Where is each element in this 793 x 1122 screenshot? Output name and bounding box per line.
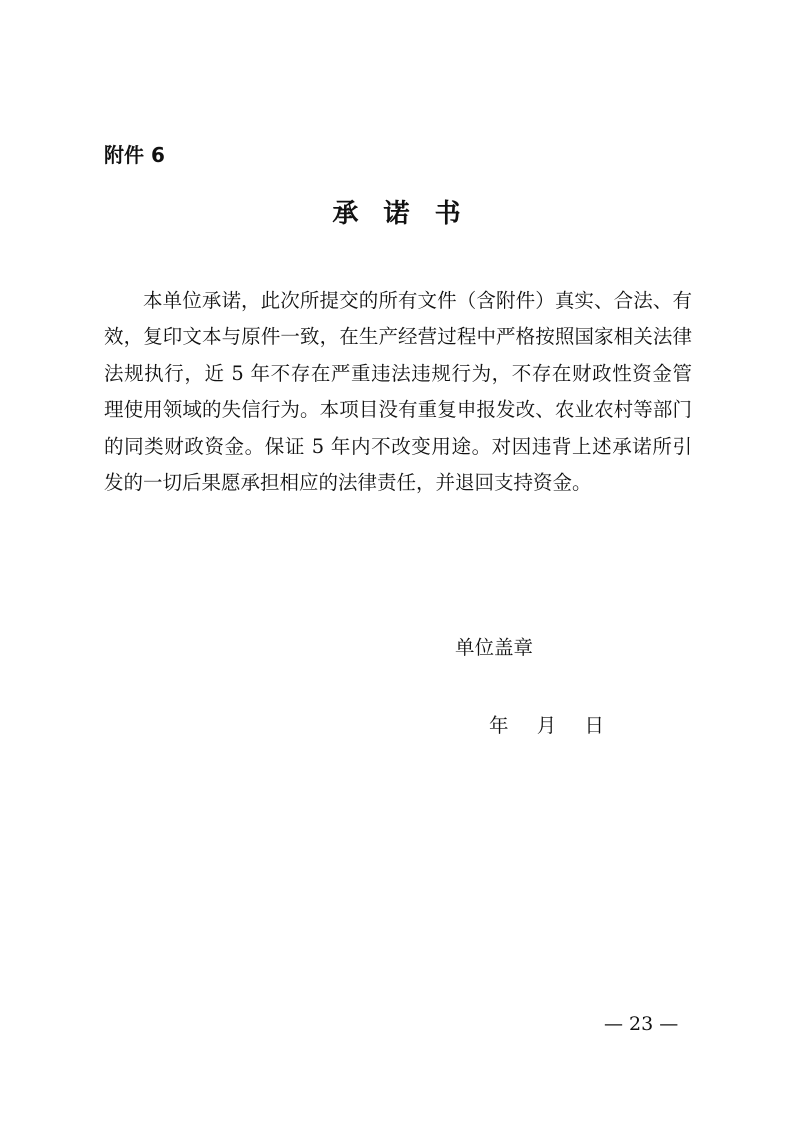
title-char-3: 书	[434, 199, 461, 229]
date-line	[489, 714, 604, 738]
year-label: 年	[489, 714, 509, 737]
title-char-1: 承	[332, 199, 359, 229]
commitment-paragraph: 本单位承诺，此次所提交的所有文件（含附件）真实、合法、有效，复印文本与原件一致，在生产经营过程中严格按照国家相关法律法规执行，近 5 年不存在严重违法违规行为，不存在财政性资金管理使用领域的失信行为。本项目没有重复申报发改、农业农村等部门的同类财政资金。保证 5 年内不改变用途。对因违背上述承诺所引发的一切后果愿承担相应的法律责任，并退回支持资金。	[104, 289, 692, 495]
title-char-2: 诺	[383, 199, 410, 229]
page-number: — 23 —	[604, 1013, 679, 1035]
month-label: 月	[536, 714, 557, 737]
day-label: 日	[584, 714, 604, 737]
attachment-label: 附件 6	[104, 143, 165, 167]
document-title	[0, 197, 793, 231]
seal-label: 单位盖章	[455, 636, 534, 659]
